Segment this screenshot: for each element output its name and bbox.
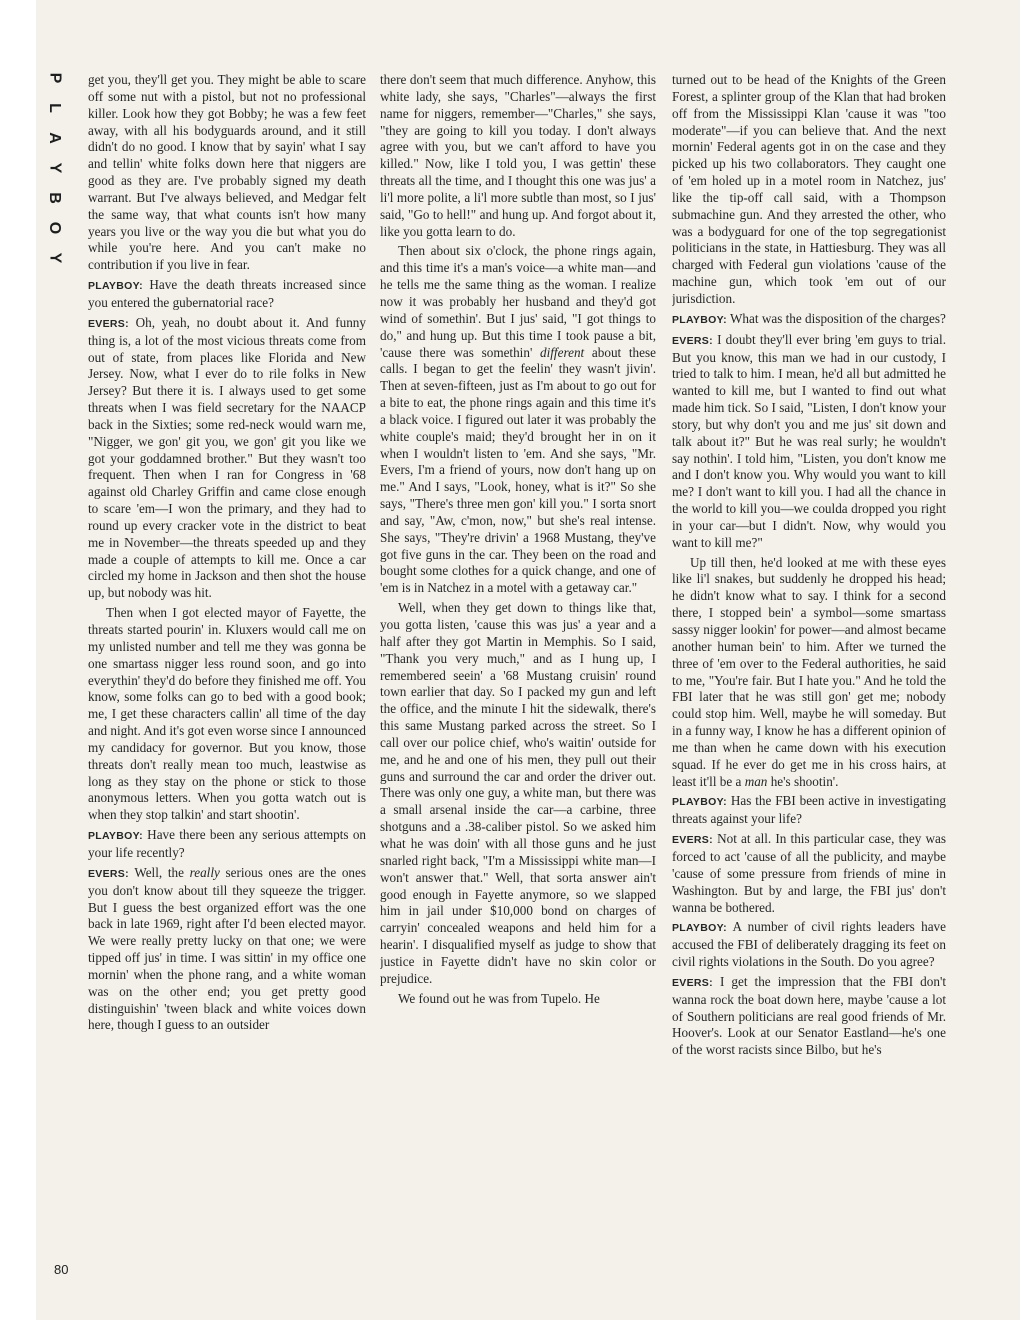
- answer: EVERS: Well, the really serious ones are the ones you don't know about till they squeeze the trigger. But I guess the best organized effort was the one back in late 1969, right after I'd been elected mayor. We were really pretty lucky on that one; we were tipped off jus' in time. I was sittin' in my office one mornin' when the phone rang, and a white woman was on the other end; you get pretty good distinguishin' 'tween black and white voices down here, though I guess to an outsider: [88, 864, 366, 1033]
- speaker-label: EVERS:: [88, 867, 129, 880]
- answer: EVERS: I get the impression that the FBI don't wanna rock the boat down here, maybe 'cause a lot of Southern politicians are real good friends of Mr. Hoover's. Look at our Senator Eastland—he's one of the worst racists since Bilbo, but he's: [672, 973, 946, 1058]
- speaker-label: PLAYBOY:: [672, 313, 727, 326]
- speaker-label: PLAYBOY:: [88, 830, 143, 843]
- question: PLAYBOY: A number of civil rights leaders have accused the FBI of deliberately dragging its feet on civil rights violations in the South. Do you agree?: [672, 919, 946, 970]
- paragraph: turned out to be head of the Knights of the Green Forest, a splinter group of the Klan that had broken off from the Mississippi Klan 'cause it was "too moderate"—if you can believe that. And the next mornin' Federal agents got in on the case and they picked up his two collaborators. They caught one of 'em holed up in a motel room in Natchez, jus' like the tip-off call said, with a Thompson submachine gun. And they arrested the other, who was a bodyguard for one of the top segregationist politicians in the state, in Hattiesburg. They was all charged with Federal gun violations 'cause of the machine gun, which took 'em out of our jurisdiction.: [672, 72, 946, 306]
- paragraph: get you, they'll get you. They might be able to scare off some nut with a pistol, but not no professional killer. Look how they got Bobby; he was a few feet away, with all his bodyguards around, and it still didn't do no good. I know that by sayin' what I say and tellin' white folks down here that niggers are good as they are. I've probably signed my death warrant. But I've always believed, and Medgar felt the same way, that what counts isn't how many years you live or the way you die but what you do while you're here. And you can't make no contribution if you live in fear.: [88, 72, 366, 273]
- speaker-label: PLAYBOY:: [672, 796, 727, 809]
- page-gutter: [0, 0, 36, 1320]
- page-number: 80: [54, 1262, 69, 1277]
- paragraph: Then when I got elected mayor of Fayette, the threats started pourin' in. Kluxers would call me on my unlisted number and tell me they was gonna be one smartass nigger less round soon, and go into everythin' they'd do before they finished me off. You know, some folks can go to bed with a good book; me, I get these characters callin' all time of the day and night. And it's got even worse since I announced my candidacy for governor. But you know, those threats don't really mean too much, leastwise as long as they stay on the phone or stick to those anonymous letters. When you gotta watch out is when they stop talkin' and start shootin'.: [88, 605, 366, 823]
- question: PLAYBOY: Has the FBI been active in investigating threats against your life?: [672, 793, 946, 827]
- paragraph: We found out he was from Tupelo. He: [398, 990, 600, 1006]
- paragraph: Up till then, he'd looked at me with these eyes like li'l snakes, but suddenly he dropped his head; he didn't know what to say. I think for a second there, I stopped bein' a symbol—some smartass sassy nigger lookin' for power—and almost became another human bein' to him. After we turned the three of 'em over to the Federal authorities, he said to me, "You're fair. But I hate you." And he told the FBI later that he was still gon' get me; nobody could stop him. Well, maybe he will someday. But in a funny way, I know he has a different opinion of me than when he came down with his execution squad. If he ever do get me in his cross hairs, at least it'll be a man he's shootin'.: [672, 554, 946, 789]
- question: PLAYBOY: What was the disposition of the charges?: [672, 310, 946, 326]
- speaker-label: PLAYBOY:: [88, 280, 143, 293]
- speaker-label: PLAYBOY:: [672, 922, 727, 935]
- question: PLAYBOY: Have there been any serious attempts on your life recently?: [88, 827, 366, 860]
- paragraph: there don't seem that much difference. Anyhow, this white lady, she says, "Charles"—always the first name for niggers, remember—"Charles," she says, "they are going to kill you today. I don't always agree with you, but we can't afford to have you killed." Now, like I told you, I was gettin' these threats all the time, and I thought this one was jus' a li'l more polite, a li'l more subtle than most, so I jus' said, "Go to hell!" and hung up. And forgot about it, like you gotta learn to do.: [380, 72, 656, 239]
- magazine-title: [34, 70, 74, 280]
- text-column-2: [380, 72, 656, 1294]
- speaker-label: EVERS:: [88, 317, 129, 330]
- title-letter: Y: [45, 162, 63, 174]
- title-letter: B: [46, 192, 63, 204]
- title-letter: L: [46, 103, 63, 113]
- speaker-label: EVERS:: [672, 976, 713, 989]
- title-letter: A: [46, 132, 63, 144]
- answer: EVERS: Not at all. In this particular case, they was forced to act 'cause of all the publicity, and maybe 'cause of some pressure from friends of mine in Washington. But by and large, the FBI jus' don't wanna be bothered.: [672, 831, 946, 915]
- title-letter: O: [45, 221, 63, 235]
- paragraph: Then about six o'clock, the phone rings again, and this time it's a man's voice—a white man—and he tells me the same thing as the woman. I realize now it was probably her husband and they'd got wind of somethin'. But I jus' said, "I got things to do," and hung up. But this time I took pause a bit, 'cause there was somethin' different about these calls. I began to get the feelin' they wasn't jivin'. Then at seven-fifteen, just as I'm about to go out for a bite to eat, the phone rings again and this time it's a black voice. I figured out later it was probably the white couple's maid; they'd brought her in on it when I wouldn't listen to 'em. And she says, "Mr. Evers, I'm a friend of yours, now don't hang up on me." And I says, "Look, honey, what is it?" So she says, "There's three men gon' kill you." I sorta snort and say, "Aw, c'mon, now," but she's real intense. She says, "They're drivin' a 1968 Mustang, they've got five guns in the car. They been on the road and bought some clothes for a quick change, and one of 'em is in Natchez in a motel with a getaway car.": [380, 243, 656, 596]
- answer: EVERS: I doubt they'll ever bring 'em guys to trial. But you know, this man we had in our custody, I tried to talk to him. I mean, he'd all but admitted he wanted to kill me, but I wanted to find out what made him tick. So I said, "Listen, I don't know your story, but why don't you and me jus' sit down and talk about it?" But he was real surly; he wouldn't say nothin'. I told him, "Listen, you don't know me and I don't know you. Why would you want to kill me? I don't want to kill you. I had all the chance in the world to kill you—we coulda dropped you right in your car—but I didn't. Now, why would you want to kill me?": [672, 331, 946, 550]
- paragraph: Well, when they get down to things like that, you gotta listen, 'cause this was jus' a year and a half after they got Martin in Memphis. So I said, "Thank you very much," and as I hung up, I remembered seein' a '68 Mustang cruisin' round town earlier that day. So I packed my gun and left the office, and the minute I hit the sidewalk, there's this same Mustang parked across the street. So I call over our police chief, who's waitin' outside for me, and he and one of his men, they pull out their guns and surround the car and order the driver out. There was only one guy, a white man, but there was a small arsenal inside the car—a carbine, three shotguns and a .38-caliber pistol. So we asked him what he was doin' with all those guns and he just snarled right back, "I'm a Mississippi white man—I won't answer that." Well, that sorta answer ain't good enough in Fayette anymore, so we slapped him in jail under $10,000 bond on charges of carryin' concealed weapons and held him for a hearin'. I disqualified myself as judge to show that justice in Fayette didn't have no skin color or prejudice.: [380, 600, 656, 986]
- answer: EVERS: Oh, yeah, no doubt about it. And funny thing is, a lot of the most vicious threats come from out of state, from places like Florida and New Jersey. Now, what I ever do to rile folks in New Jersey? But there it is. I always used to get some threats when I was field secretary for the NAACP back in the Sixties; some red-neck would warn me, "Nigger, we gon' git you, we gon' git you like we got your goddamned brother." But they wasn't too frequent. Then when I ran for Congress in '68 against old Charley Griffin and came close enough to scare 'em—I won the primary, and they had to round up every cracker vote in the district to beat me in November—the threats speeded up and they made a couple of attempts to kill me. Once a car circled my home in Jackson and then shot the house up, but nobody was hit.: [88, 314, 366, 601]
- speaker-label: EVERS:: [672, 334, 713, 347]
- text-column-3: [672, 72, 946, 1294]
- title-letter: P: [45, 72, 63, 84]
- text-column-1: [88, 72, 366, 1294]
- speaker-label: EVERS:: [672, 834, 713, 847]
- title-letter: Y: [45, 252, 63, 264]
- question: PLAYBOY: Have the death threats increased since you entered the gubernatorial race?: [88, 277, 366, 310]
